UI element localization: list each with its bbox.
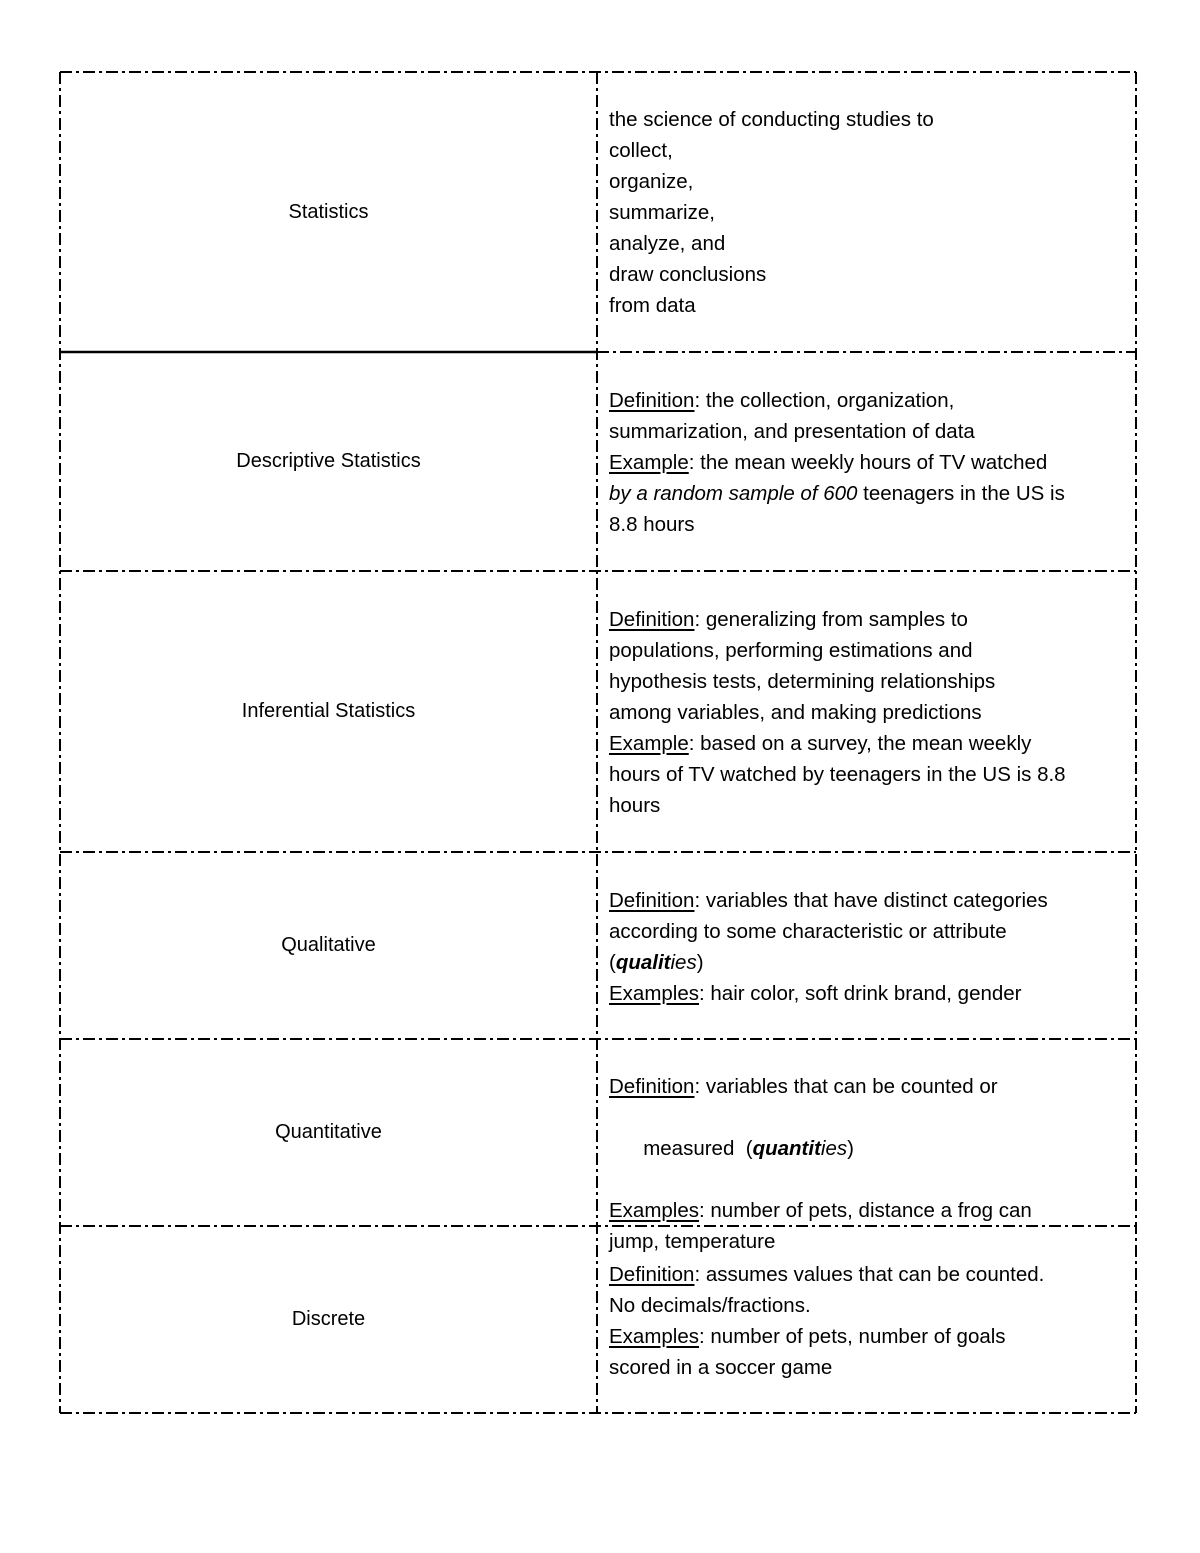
emphasis-italic: ies bbox=[820, 1137, 848, 1160]
paren-close: ) bbox=[847, 1137, 854, 1160]
examples-line bbox=[609, 1195, 1129, 1226]
term-descriptive-statistics bbox=[60, 352, 597, 571]
definition-text: measured ( bbox=[643, 1137, 753, 1160]
definition-label: Definition bbox=[609, 1075, 695, 1098]
definition-line: organize, bbox=[609, 170, 694, 193]
example-line: hours bbox=[609, 794, 661, 817]
definition-line: summarization, and presentation of data bbox=[609, 420, 975, 443]
example-line bbox=[609, 728, 1129, 759]
definition-inferential-statistics bbox=[609, 604, 1129, 821]
examples-text: : number of pets, distance a frog can bbox=[699, 1199, 1032, 1222]
term-label: Statistics bbox=[288, 200, 369, 223]
definition-quantitative bbox=[609, 1071, 1129, 1257]
definition-line: hypothesis tests, determining relationships bbox=[609, 670, 996, 693]
example-label: Example bbox=[609, 451, 689, 474]
definition-text: : the collection, organization, bbox=[694, 389, 955, 412]
term-statistics bbox=[60, 72, 597, 352]
example-line bbox=[609, 478, 1129, 509]
definition-line bbox=[609, 1071, 1129, 1102]
term-qualitative bbox=[60, 852, 597, 1039]
definition-text: : generalizing from samples to bbox=[694, 608, 968, 631]
paren-open: ( bbox=[609, 951, 616, 974]
paren-close: ) bbox=[696, 951, 704, 974]
term-label: Discrete bbox=[291, 1308, 366, 1330]
term-label: Quantitative bbox=[275, 1121, 382, 1143]
emphasis-bold-italic: quantit bbox=[752, 1137, 821, 1160]
definition-discrete bbox=[609, 1259, 1129, 1383]
examples-line bbox=[609, 978, 1129, 1009]
definition-label: Definition bbox=[609, 608, 695, 631]
example-text: : based on a survey, the mean weekly bbox=[688, 732, 1032, 755]
definition-line: from data bbox=[609, 294, 696, 317]
examples-text: : number of pets, number of goals bbox=[699, 1325, 1006, 1348]
example-line: hours of TV watched by teenagers in the US is 8.8 bbox=[609, 763, 1066, 786]
emphasis-bold-italic: qualit bbox=[615, 951, 671, 974]
definition-line: summarize, bbox=[609, 201, 715, 224]
definition-line bbox=[609, 947, 1129, 978]
examples-line bbox=[609, 1321, 1129, 1352]
example-line: 8.8 hours bbox=[609, 513, 695, 536]
definition-line bbox=[609, 1259, 1129, 1290]
definition-label: Definition bbox=[609, 889, 695, 912]
definition-descriptive-statistics bbox=[609, 385, 1129, 540]
definition-label: Definition bbox=[609, 389, 695, 412]
definition-line: the science of conducting studies to bbox=[609, 108, 934, 131]
example-label: Example bbox=[609, 732, 689, 755]
definition-line bbox=[609, 885, 1129, 916]
examples-text: : hair color, soft drink brand, gender bbox=[699, 982, 1022, 1005]
example-line bbox=[609, 447, 1129, 478]
examples-label: Examples bbox=[609, 1199, 700, 1222]
emphasis-italic: ies bbox=[670, 951, 697, 974]
definition-text: : variables that can be counted or bbox=[694, 1075, 998, 1098]
definition-qualitative bbox=[609, 885, 1129, 1009]
term-quantitative bbox=[60, 1039, 597, 1226]
definition-text: : assumes values that can be counted. bbox=[694, 1263, 1045, 1286]
example-italic-text: by a random sample of 600 bbox=[609, 482, 858, 505]
definition-statistics bbox=[609, 104, 1129, 321]
examples-label: Examples bbox=[609, 1325, 700, 1348]
definition-line: No decimals/fractions. bbox=[609, 1294, 811, 1317]
term-label: Inferential Statistics bbox=[241, 700, 416, 722]
definition-line bbox=[609, 1102, 1129, 1195]
definition-line: draw conclusions bbox=[609, 263, 767, 286]
definition-line: among variables, and making predictions bbox=[609, 701, 982, 724]
example-text: : the mean weekly hours of TV watched bbox=[688, 451, 1048, 474]
term-discrete bbox=[60, 1226, 597, 1413]
definition-label: Definition bbox=[609, 1263, 695, 1286]
term-label: Qualitative bbox=[281, 934, 376, 956]
definition-line: collect, bbox=[609, 139, 673, 162]
definition-line bbox=[609, 604, 1129, 635]
examples-line: jump, temperature bbox=[609, 1230, 776, 1253]
examples-line: scored in a soccer game bbox=[609, 1356, 833, 1379]
definition-line: according to some characteristic or attribute bbox=[609, 920, 1007, 943]
definition-line: analyze, and bbox=[609, 232, 726, 255]
definition-line: populations, performing estimations and bbox=[609, 639, 973, 662]
examples-label: Examples bbox=[609, 982, 700, 1005]
term-inferential-statistics bbox=[60, 571, 597, 852]
definition-text: : variables that have distinct categories bbox=[694, 889, 1048, 912]
term-label: Descriptive Statistics bbox=[236, 450, 421, 472]
example-text: teenagers in the US is bbox=[857, 482, 1065, 505]
definition-line bbox=[609, 385, 1129, 416]
